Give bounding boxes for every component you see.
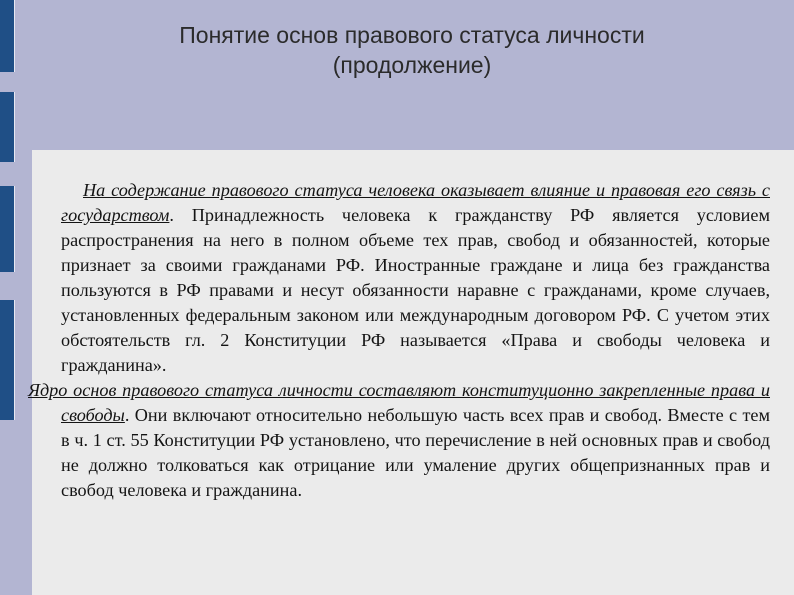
paragraph-1-emphasis: На содержание правового статуса человека оказывает влияние и правовая его связь с государством bbox=[61, 180, 770, 225]
decorative-bar bbox=[0, 92, 15, 162]
slide-title-line-1: Понятие основ правового статуса личности bbox=[179, 22, 645, 48]
paragraph-2 bbox=[28, 378, 770, 503]
decorative-bar bbox=[0, 300, 15, 420]
paragraph-2-emphasis: Ядро основ правового статуса личности составляют конституционно закрепленные права и свободы bbox=[28, 380, 770, 425]
slide-title bbox=[30, 20, 794, 80]
slide-title-line-2: (продолжение) bbox=[332, 52, 492, 78]
decorative-bar bbox=[0, 186, 15, 272]
paragraph-2-text: . Они включают относительно небольшую часть всех прав и свобод. Вместе с тем в ч. 1 ст. 55 Конституции РФ установлено, что перечисление в ней основных прав и свобод не должно толковаться как отрицание или умаление других общепризнанных прав и свобод человека и гражданина. bbox=[61, 405, 770, 500]
slide-body bbox=[28, 178, 770, 503]
paragraph-1 bbox=[28, 178, 770, 378]
paragraph-1-text: . Принадлежность человека к гражданству РФ является условием распространения на него в полном объеме тех прав, свобод и обязанностей, которые признает за своими гражданами РФ. Иностранные граждане и лица без гражданства пользуются в РФ правами и несут обязанности наравне с гражданами, кроме случаев, установленных федеральным законом или международным договором РФ. С учетом этих обстоятельств гл. 2 Конституции РФ называется «Права и свободы человека и гражданина». bbox=[61, 205, 770, 375]
decorative-bar bbox=[0, 0, 15, 72]
